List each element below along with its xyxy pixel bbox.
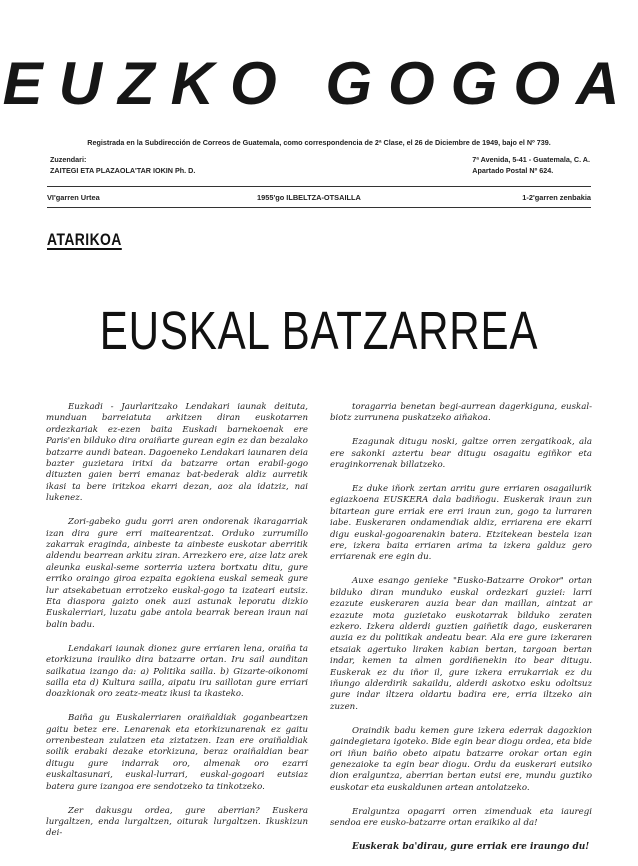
issue-date: 1955'go ILBELTZA-OTSAILLA: [257, 193, 361, 202]
paragraph: Baiña gu Euskalerriaren oraiñaldiak goganbeartzen gaitu betez ere. Lenarenak eta etorkizunarenak ez gaitu orrenbestean zulatzen eta ziztatzen. Izan ere oraiñaldiak soilik erabaki dezake etorkizuna, beraz oraiñaldian bear ditugu gure indarrak oro, almenak oro ezarri euskaltasunari, euskal-lurrari, euskal-gogoari eutsiaz batera gure izangoa ere sendotzeko ta tinkotzeko.: [46, 713, 308, 792]
article-left-column: [46, 402, 308, 852]
paragraph: Auxe esango genieke "Eusko-Batzarre Orokor" ortan bilduko diran munduko euskal ordezkari guziei: larri ezazute euskeraren auzia bear dan maillan, aintzat ar ezazute mota guzietako euskotarrak bilduko zeraten ezkero. Izkera alderdi guztien gaiñetik dago, euskeraren auzia ez du politikak andeatu bear. Ala ere gure izkeraren etsaiak agertuko liraken kabian bertan, targoan bertan indar, kemen ta almen gordiñenekin ito bear ditugu. Euskerak ez du iñor il, gure izkera errukarriak ez du iñungo alderdirik sakaildu, alderdi askotxo esku odoltsuz gure indar iltzera oldartu badira ere, erria iltzeko ain zuzen.: [330, 576, 592, 712]
paragraph: Oraindik badu kemen gure izkera ederrak dagozkion gaindegietara igoteko. Bide egin bear diogu ordea, eta bide ori iñun baiño obeto aipatu batzarre orokar ortan egin genezaioke ta egin bear diogu. Ordu da euskerari eutsiko dion eralguntza, aberrian bertan eutsi ere, mundu guztiko euskotar eta euskaldunen artean antolatzeko.: [330, 725, 592, 793]
article-headline: EUSKAL BATZARREA: [99, 301, 539, 361]
issue-year: VI'garren Urtea: [47, 193, 100, 202]
paragraph: Ezagunak ditugu noski, galtze orren zergatikoak, ala ere sakonki aztertu bear ditugu osagaitu egiñkor eta eraginkorrenak billatzeko.: [330, 437, 592, 471]
section-label: ATARIKOA: [47, 230, 122, 249]
bottom-divider: [47, 207, 591, 208]
paragraph: Zer dakusgu ordea, gure aberrian? Euskera lurgaltzen, enda lurgaltzen, oiturak lurgaltzen. Ikuskizun dei-: [46, 805, 308, 839]
top-divider: [47, 186, 591, 187]
closing-line: Euskerak ba'dirau, gure erriak ere iraungo du!: [352, 842, 590, 852]
newspaper-title: EUZKO GOGOA: [2, 50, 636, 117]
editor-label: Zuzendari:: [50, 155, 87, 164]
editor-block: [50, 154, 195, 176]
paragraph: Ez duke iñork zertan arritu gure erriaren osagailurik egiazkoena EUSKERA dala badiñogu. Euskerak iraun zun bitartean gure erriak ere erri iraun zun, gogo ta lurraren iabe. Euskeraren ondamendiak aldiz, erriarena ere ekarri digu euskal-gogoarenakin batera. Etzitekean bestela izan ere, izkera baita erriaren arima ta izkera galduz gero erriarenak ere egin du.: [330, 484, 592, 563]
registration-line: Registrada en la Subdirección de Correos de Guatemala, como correspondencia de 2ª Clase, el 26 de Diciembre de 1949, bajo el Nº 739.: [87, 138, 551, 147]
postal-box: Apartado Postal Nº 624.: [472, 166, 554, 175]
address-block: [472, 154, 590, 176]
article-right-column: [330, 402, 592, 866]
masthead: [0, 52, 638, 116]
paragraph: Eralguntza opagarri orren zimenduak eta iauregi sendoa ere eusko-batzarre ortan eraikiko al da!: [330, 806, 592, 829]
editor-name: ZAITEGI ETA PLAZAOLA'TAR IOKIN Ph. D.: [50, 166, 196, 175]
paragraph: toragarria benetan begi-aurrean dagerkiguna, euskal-biotz zurrunena puskatzeko aiñakoa.: [330, 402, 592, 424]
address-line: 7ª Avenida, 5-41 - Guatemala, C. A.: [472, 155, 590, 164]
paragraph: Euzkadi - Jaurlaritzako Lendakari iaunak deituta, munduan barreiatuta arkitzen diran euskotarren ordezkariak ez-ezen baita Euskadi barnekoenak ere Paris'en bilduko dira oraiñarte gurean egin ez dan bezalako batzarre aundi batean. Dagoeneko Lendakari iaunaren deia bazter guzietara iritxi da batzarre ortan erabil-gogo dituzten gaien berri emanaz bat-bederak aldiz aurretik ikasi ta bere iritzkoa ekarri dezan, aoz ala idatziz, nai lukenez.: [46, 402, 308, 504]
paragraph: Zori-gabeko gudu gorri aren ondorenak ikaragarriak izan dira gure erri maitearentzat. Orduko zurrumillo zakarrak eraginda, ainbeste ta ainbeste euskotar aberritik aldendu bearrean arkitu ziran. Arrezkero ere, aize latz arek aleunka euskal-seme sorterria uztera bortxatu ditu, gure erriko oraingo giroa ezpaita egokiena euskal semeak gure lur atsekabetuan errotzeko euskal-gogo ta izateari eutsiz. Eta diaspora gaizto onek auzi astunak leporatu dizkio Euskalerriari, luzatu gabe antola bearrak berean iraun nai balin badu.: [46, 517, 308, 630]
paragraph: Lendakari iaunak dionez gure erriaren lena, oraiña ta etorkizuna irauliko dira batzarre ortan. Iru sail aunditan sailkatua izango da: a) Politika sailla. b) Gizarte-oikonomi sailla eta d) Kultura sailla, aipatu iru saillotan gure erriari doazkionak oro zeatz-meatz ikusi ta ikasteko.: [46, 643, 308, 700]
issue-number: 1-2'garren zenbakia: [522, 193, 591, 202]
